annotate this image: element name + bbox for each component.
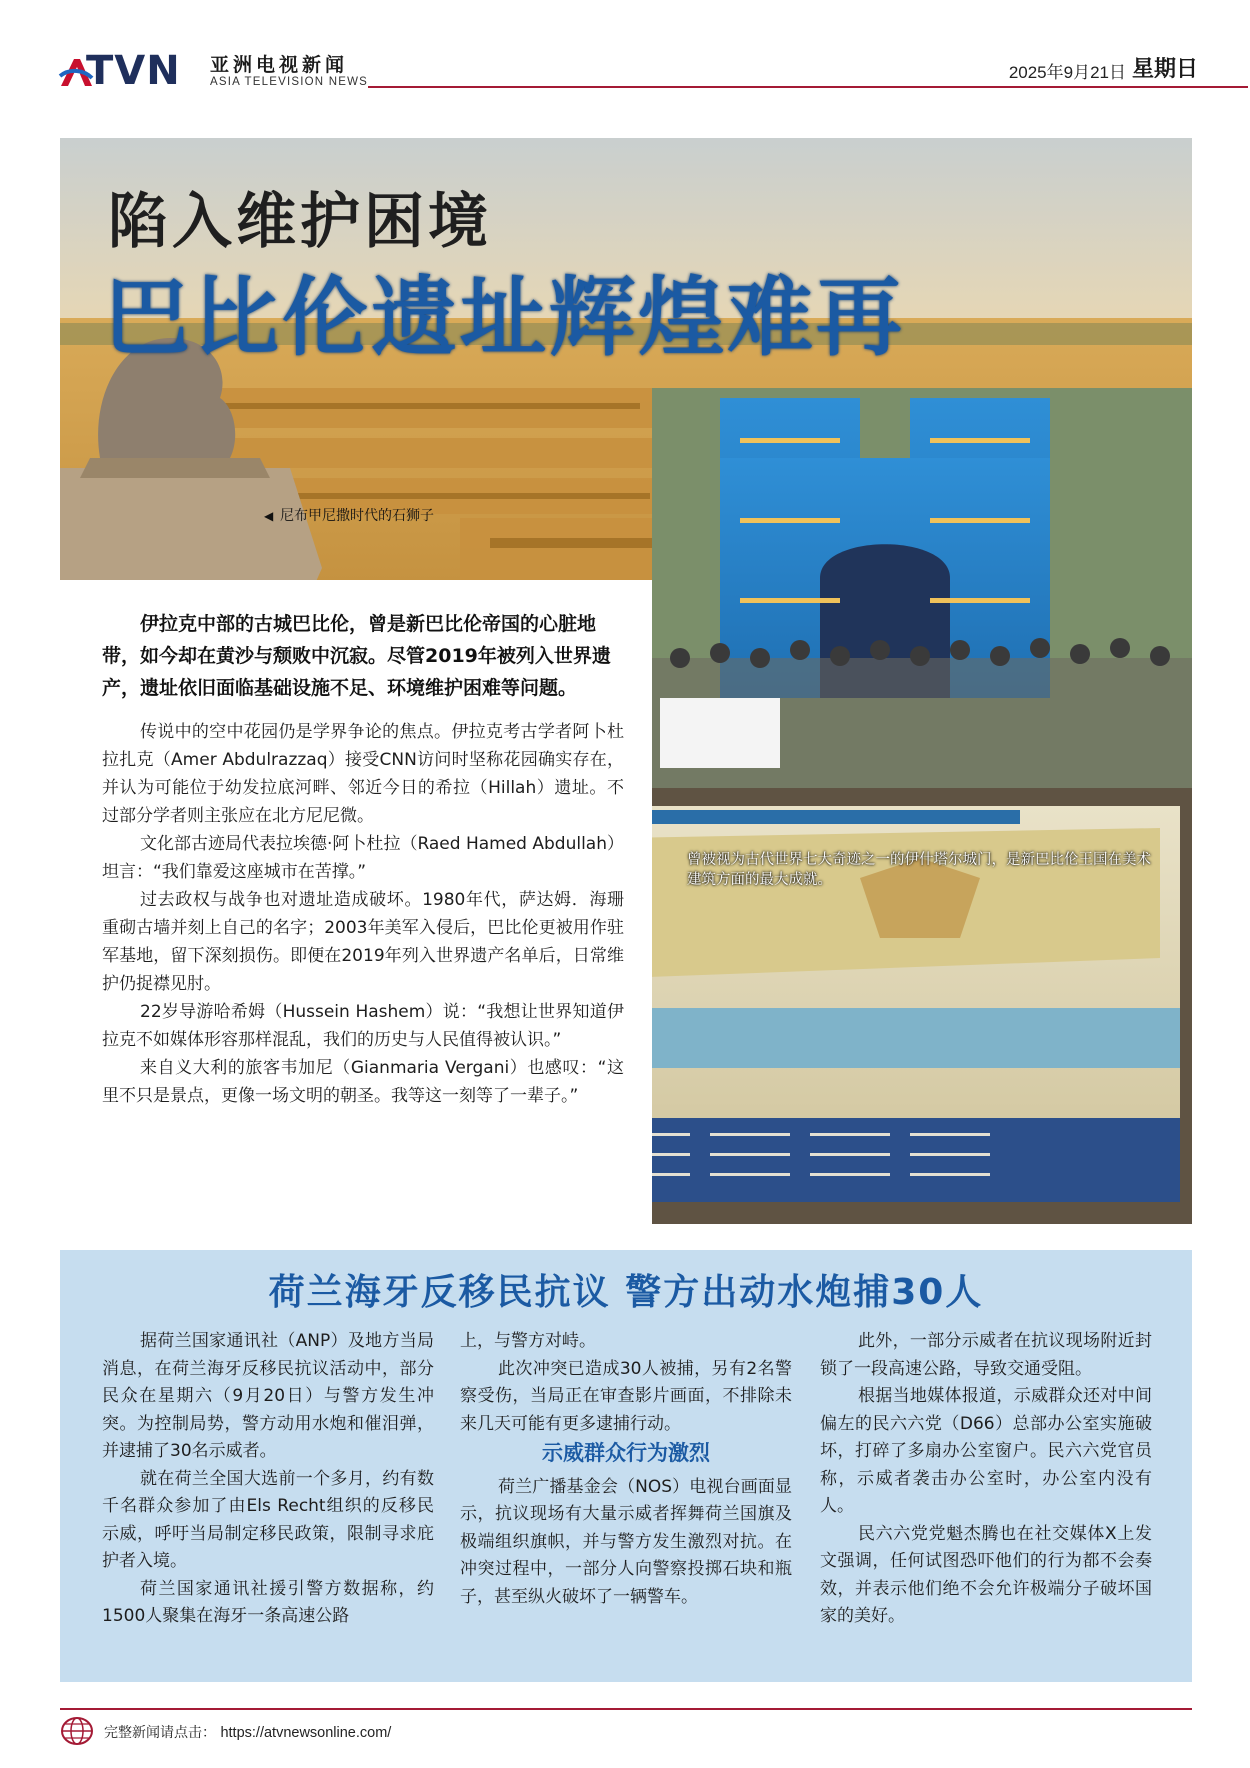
article-paragraph: 过去政权与战争也对遗址造成破坏。1980年代，萨达姆．海珊重砌古墙并刻上自己的名字；2003年美军入侵后，巴比伦更被用作驻军基地，留下深刻损伤。即便在2019年列入世界遗产名单后，日常维护仍捉襟见肘。	[102, 890, 624, 994]
article-lead: 伊拉克中部的古城巴比伦，曾是新巴比伦帝国的心脏地带，如今却在黄沙与颓败中沉寂。尽管2019年被列入世界遗产，遗址依旧面临基础设施不足、环境维护困难等问题。	[102, 613, 611, 699]
news-paragraph: 荷兰国家通讯社援引警方数据称，约1500人聚集在海牙一条高速公路	[102, 1578, 434, 1626]
logo-text: TVN	[86, 48, 181, 94]
news-paragraph: 此外，一部分示威者在抗议现场附近封锁了一段高速公路，导致交通受阻。	[820, 1331, 1152, 1379]
news-paragraph: 根据当地媒体报道，示威群众还对中间偏左的民六六党（D66）总部办公室实施破坏，打碎了多扇办公室窗户。民六六党官员称，示威者袭击办公室时，办公室内没有人。	[820, 1386, 1152, 1516]
atvn-logo[interactable]	[58, 48, 193, 94]
globe-icon	[60, 1716, 94, 1746]
header-divider	[368, 86, 1248, 88]
article-paragraph: 传说中的空中花园仍是学界争论的焦点。伊拉克考古学者阿卜杜拉扎克（Amer Abdulrazzaq）接受CNN访问时坚称花园确实存在，并认为可能位于幼发拉底河畔、邻近今日的希拉（Hillah）遗址。不过部分学者则主张应在北方尼尼微。	[102, 722, 624, 826]
news-column-1	[102, 1328, 434, 1631]
news-column-3	[820, 1328, 1152, 1631]
footer-link[interactable]: https://atvnewsonline.com/	[220, 1725, 392, 1741]
footer-label: 完整新闻请点击：	[104, 1725, 216, 1741]
issue-date: 2025年9月21日	[1008, 63, 1126, 82]
issue-weekday: 星期日	[1131, 57, 1198, 82]
netherlands-news-panel	[60, 1250, 1192, 1682]
babylon-feature	[60, 138, 1192, 1224]
news-headline: 荷兰海牙反移民抗议 警方出动水炮捕30人	[268, 1272, 984, 1313]
babylon-article	[60, 580, 652, 1224]
news-paragraph-continued: 上，与警方对峙。	[460, 1331, 596, 1351]
brand-name-en: ASIA TELEVISION NEWS	[210, 76, 368, 88]
headline-line-2: 巴比伦遗址辉煌难再	[104, 268, 905, 368]
news-paragraph: 民六六党党魁杰腾也在社交媒体X上发文强调，任何试图恐吓他们的行为都不会奏效，并表示他们绝不会允许极端分子破坏国家的美好。	[820, 1523, 1152, 1626]
news-paragraph: 此次冲突已造成30人被捕，另有2名警察受伤，当局正在审查影片画面，不排除未来几天可能有更多逮捕行动。	[460, 1358, 792, 1434]
caption-pointer-icon: ◀	[264, 509, 274, 523]
footer-divider	[60, 1708, 1192, 1710]
news-column-2	[460, 1328, 792, 1611]
ishtar-gate-caption: 曾被视为古代世界七大奇迹之一的伊什塔尔城门，是新巴比伦王国在美术建筑方面的最大成就。	[687, 852, 1151, 888]
news-paragraph: 荷兰广播基金会（NOS）电视台画面显示，抗议现场有大量示威者挥舞荷兰国旗及极端组织旗帜，并与警方发生激烈对抗。在冲突过程中，一部分人向警察投掷石块和瓶子，甚至纵火破坏了一辆警车。	[460, 1476, 792, 1607]
article-paragraph: 文化部古迹局代表拉埃德·阿卜杜拉（Raed Hamed Abdullah）坦言：“我们靠爱这座城市在苦撑。”	[102, 834, 624, 882]
article-paragraph: 来自义大利的旅客韦加尼（Gianmaria Vergani）也感叹：“这里不只是景点，更像一场文明的朝圣。我等这一刻等了一辈子。”	[102, 1058, 624, 1106]
news-paragraph: 就在荷兰全国大选前一个多月，约有数千名群众参加了由Els Recht组织的反移民示威，呼吁当局制定移民政策，限制寻求庇护者入境。	[102, 1468, 434, 1571]
footer-text	[104, 1722, 391, 1742]
masthead	[58, 44, 1198, 94]
brand-name-cn: 亚洲电视新闻	[210, 54, 349, 76]
lion-caption-text: 尼布甲尼撒时代的石狮子	[280, 508, 434, 524]
news-subheading: 示威群众行为激烈	[542, 1441, 710, 1465]
headline-line-1: 陷入维护困境	[108, 187, 492, 257]
news-paragraph: 据荷兰国家通讯社（ANP）及地方当局消息，在荷兰海牙反移民抗议活动中，部分民众在星期六（9月20日）与警方发生冲突。为控制局势，警方动用水炮和催泪弹，并逮捕了30名示威者。	[102, 1331, 434, 1461]
article-paragraph: 22岁导游哈希姆（Hussein Hashem）说：“我想让世界知道伊拉克不如媒体形容那样混乱，我们的历史与人民值得被认识。”	[102, 1002, 624, 1050]
lion-photo-caption	[264, 506, 440, 526]
